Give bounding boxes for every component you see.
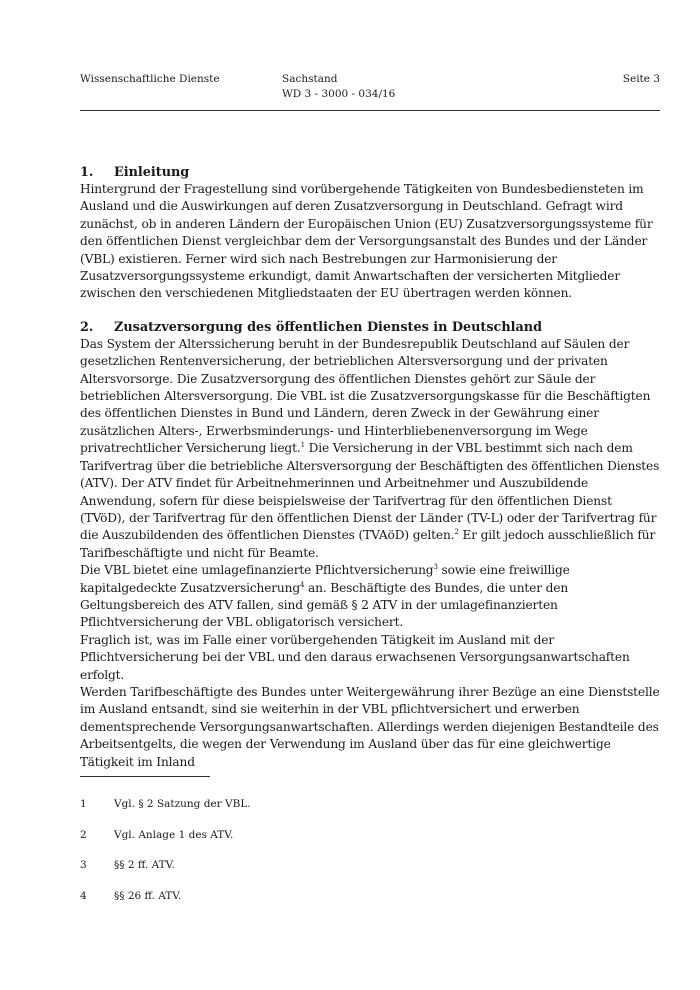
header-doc-type: Sachstand <box>282 73 338 85</box>
footnote-number: 1 <box>80 798 87 810</box>
paragraph-pflichtversicherung <box>80 562 660 632</box>
footnote-text: §§ 2 ff. ATV. <box>114 859 175 871</box>
footnote-item <box>80 858 660 872</box>
section-heading-einleitung <box>80 164 660 181</box>
page-header <box>80 72 660 106</box>
section-title: Zusatzversorgung des öffentlichen Dienstes in Deutschland <box>114 319 543 335</box>
footnote-number: 3 <box>80 859 87 871</box>
header-doc-number: WD 3 - 3000 - 034/16 <box>282 88 396 100</box>
footnote-text: §§ 26 ff. ATV. <box>114 889 182 902</box>
footnote-item <box>80 797 660 811</box>
text-run: sowie eine freiwillige kapitalgedeckte Zusatzversicherung <box>80 563 570 595</box>
section-title: Einleitung <box>114 165 190 180</box>
text-run: Die Versicherung in der VBL bestimmt sich nach dem Tarifvertrag über die betriebliche Altersversorgung der Beschäftigten des öffentlichen Dienstes (ATV). Der ATV findet für Arbeitnehmerinnen und Arbeitnehmer und Auszubildende Anwendung, sofern für diese beispielsweise der Tarifvertrag für den öffentlichen Dienst (TVöD), der Tarifvertrag für den öffentlichen Dienst der Länder (TV-L) oder der Tarifvertrag für die Auszubildenden des öffentlichen Dienstes (TVAöD) gelten. <box>80 441 660 543</box>
footnote-ref[interactable]: 1 <box>300 441 305 450</box>
footnote-ref[interactable]: 3 <box>433 563 438 572</box>
text-run: Das System der Alterssicherung beruht in der Bundesrepublik Deutschland auf Säulen der gesetzlichen Rentenversicherung, der betrieblichen Altersversorgung und der privaten Altersvorsorge. Die Zusatzversorgung des öffentlichen Dienstes gehört zur Säule der betrieblichen Altersversorgung. Die VBL ist die Zusatzversorgungskasse für die Beschäftigten des öffentlichen Dienstes in Bund und Ländern, deren Zweck in der Gewährung einer zusätzlichen Alters-, Erwerbsminderungs- und Hinterbliebenenversorgung im Wege privatrechtlicher Versicherung liegt. <box>80 336 651 456</box>
header-department: Wissenschaftliche Dienste <box>80 73 220 85</box>
paragraph-alterssicherung <box>80 336 660 562</box>
footnote-text: Vgl. § 2 Satzung der VBL. <box>114 798 251 810</box>
footnotes <box>80 797 660 919</box>
text-run: Die VBL bietet eine umlagefinanzierte Pflichtversicherung <box>80 563 434 578</box>
footnote-ref[interactable]: 4 <box>299 580 305 589</box>
footnote-item <box>80 828 660 842</box>
paragraph-einleitung: Hintergrund der Fragestellung sind vorübergehende Tätigkeiten von Bundesbediensteten im Ausland und die Auswirkungen auf deren Zusatzversorgung in Deutschland. Gefragt wird zunächst, ob in anderen Ländern der Europäischen Union (EU) Zusatzversorgungssysteme für den öffentlichen Dienst vergleichbar dem der Versorgungsanstalt des Bundes und der Länder (VBL) existieren. Ferner wird sich nach Bestrebungen zur Harmonisierung der Zusatzversorgungssysteme erkundigt, damit Anwartschaften der versicherten Mitglieder zwischen den verschiedenen Mitgliedstaaten der EU übertragen werden können. <box>80 182 653 301</box>
footnote-ref[interactable]: 2 <box>454 528 459 537</box>
text-run: an. Beschäftigte des Bundes, die unter den Geltungsbereich des ATV fallen, sind gemäß § 2 ATV in der umlagefinanzierten Pflichtversicherung der VBL obligatorisch versichert. <box>80 580 569 630</box>
footnote-text: Vgl. Anlage 1 des ATV. <box>114 828 234 841</box>
footnote-number: 2 <box>80 828 87 841</box>
paragraph-entsendung: Werden Tarifbeschäftigte des Bundes unter Weitergewährung ihrer Bezüge an eine Dienststelle im Ausland entsandt, sind sie weiterhin in der VBL pflichtversichert und erwerben dementsprechende Versorgungsanwartschaften. Allerdings werden diejenigen Bestandteile des Arbeitsentgelts, die wegen der Verwendung im Ausland über das für eine gleichwertige Tätigkeit im Inland <box>80 684 660 769</box>
text-run: Er gilt jedoch ausschließlich für Tarifbeschäftigte und nicht für Beamte. <box>80 528 656 560</box>
section-heading-zusatzversorgung <box>80 319 660 336</box>
document-body <box>80 160 660 771</box>
header-page-number: Seite 3 <box>622 73 660 85</box>
footnote-number: 4 <box>80 889 87 902</box>
header-divider <box>80 110 660 111</box>
header-document-info <box>282 72 395 102</box>
footnote-item <box>80 889 660 903</box>
footnote-divider <box>80 776 210 777</box>
section-number: 1. <box>80 165 94 180</box>
section-number: 2. <box>80 319 94 335</box>
paragraph-fraglich: Fraglich ist, was im Falle einer vorübergehenden Tätigkeit im Ausland mit der Pflichtversicherung bei der VBL und den daraus erwachsenen Versorgungsanwartschaften erfolgt. <box>80 632 630 682</box>
